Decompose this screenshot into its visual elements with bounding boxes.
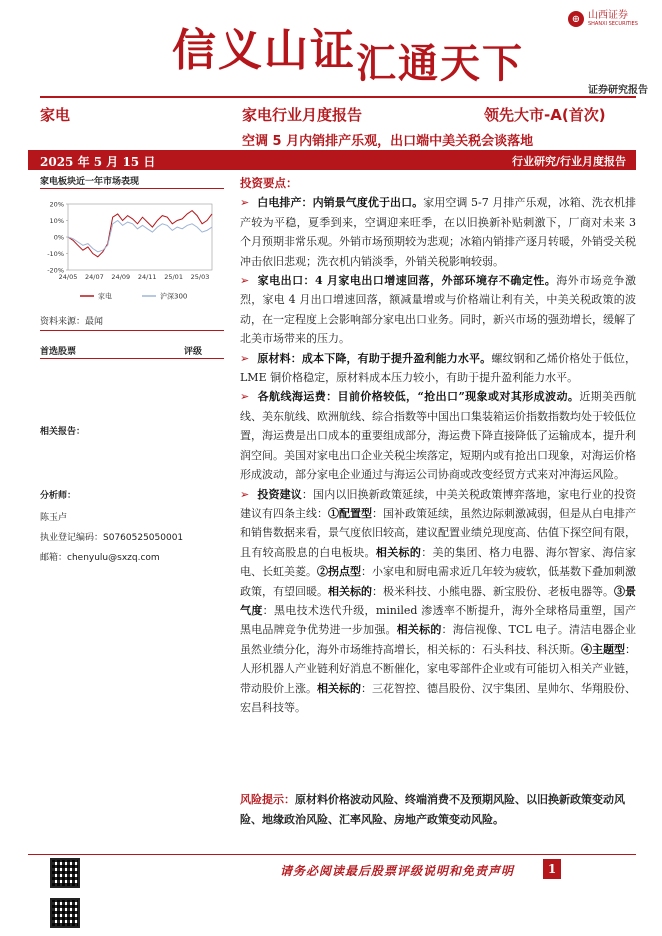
invest-line-4: ④主题型	[581, 642, 625, 656]
risk-label: 风险提示：	[240, 793, 295, 806]
point-3-body: 螺纹钢和乙烯价格处于低位，LME 铜价格稳定，原材料成本压力较小，有助于提升盈利能力水平。	[240, 351, 636, 385]
x-tick-label: 24/05	[58, 273, 78, 281]
report-category: 行业研究/行业月度报告	[511, 155, 626, 168]
invest-text-2: ：国补政策延续，虽然边际刺激减弱，但是从白电排产和销售数据来看，景气度依旧较高，建议配置业绩兑现度高、估值下探空间有限，且有较高股息的白电板块。	[240, 506, 636, 559]
analyst-email[interactable]: 邮箱：chenyulu@sxzq.com	[40, 553, 160, 563]
y-tick-label: 20%	[49, 200, 64, 209]
related-targets-2: 相关标的	[328, 584, 372, 598]
y-tick-label: -20%	[47, 266, 64, 275]
invest-text-7: ：海信视像、TCL 电子。清洁电器企业虽然业绩分化，海外市场维持高增长，相关标的：石头科技、科沃斯。	[240, 623, 636, 656]
point-2-title: 家电出口：4 月家电出口增速回落，外部环境存不确定性。	[257, 274, 557, 288]
logo-text: 山西证券	[588, 10, 628, 21]
highlights-heading: 投资要点：	[240, 176, 298, 190]
invest-title: 投资建议	[257, 487, 302, 501]
chart-svg	[40, 192, 224, 312]
disclaimer-notice[interactable]: 请务必阅读最后股票评级说明和免责声明	[280, 864, 515, 878]
series-line-csi300	[68, 221, 212, 252]
company-logo	[568, 8, 654, 30]
invest-text-6: ：黑电技术迭代升级，miniled 渗透率不断提升，海外全球格局重塑，国产黑电品牌竞争优势进一步加强。	[240, 603, 636, 637]
y-tick-label: 10%	[49, 217, 64, 225]
bullet-icon: ➢	[240, 196, 250, 210]
related-reports-label: 相关报告：	[40, 427, 86, 437]
series-line-appliance	[68, 211, 212, 257]
invest-text-8: ：人形机器人产业链利好消息不断催化，家电零部件企业或有可能切入相关产业链，带动股价上涨。	[240, 642, 636, 695]
legend-label: 沪深300	[160, 292, 188, 301]
invest-text-9: ：三花智控、德昌股份、汉宇集团、星帅尔、华翔股份、宏昌科技等。	[240, 681, 636, 714]
report-date: 2025 年 5 月 15 日	[40, 155, 156, 169]
industry-label: 家电	[40, 106, 71, 124]
plot-frame	[68, 204, 212, 270]
point-3-title: 原材料：成本下降，有助于提升盈利能力水平。	[257, 351, 492, 365]
point-3	[240, 349, 636, 388]
chart-heading-rule	[40, 188, 224, 189]
picks-rule	[40, 358, 224, 359]
footer-divider	[28, 854, 636, 855]
industry-rating: 领先大市-A(首次)	[484, 106, 606, 124]
invest-line-1: ①配置型	[328, 506, 372, 520]
risk-warning	[240, 790, 636, 830]
invest-text-3: ：美的集团、格力电器、海尔智家、海信家电、长虹美菱。	[240, 545, 637, 579]
logo-mark-icon: ⊕	[568, 11, 584, 27]
slogan-part2: 汇通天下	[356, 40, 524, 87]
point-1	[240, 193, 636, 271]
x-tick-label: 25/03	[190, 273, 210, 281]
bullet-icon: ➢	[240, 351, 250, 365]
related-targets-4: 相关标的	[317, 681, 361, 695]
picks-rating-label: 评级	[184, 347, 203, 357]
slogan-part1: 信义山证	[172, 25, 356, 76]
invest-text-4: ：小家电和厨电需求近几年较为疲软，低基数下叠加刺激政策，有望回暖。	[240, 565, 636, 598]
legend-label: 家电	[98, 292, 112, 301]
bullet-icon: ➢	[240, 390, 250, 404]
point-2	[240, 271, 636, 349]
bullet-icon: ➢	[240, 487, 250, 501]
point-4	[240, 387, 636, 484]
chart-source: 资料来源：最闻	[40, 317, 104, 327]
related-targets-3: 相关标的	[396, 623, 442, 637]
invest-advice	[240, 485, 636, 718]
invest-text-1: ：国内以旧换新政策延续，中美关税政策博弈落地，家电行业的投资建议有四条主线：	[240, 487, 636, 520]
point-4-title: 各航线海运费：目前价格较低，“抢出口”现象或对其形成波动。	[257, 390, 580, 404]
market-performance-chart	[40, 192, 224, 312]
y-tick-label: -10%	[47, 250, 64, 258]
report-type-label: 证券研究报告	[588, 85, 648, 96]
slogan	[172, 14, 524, 87]
logo-subtext: SHANXI SECURITIES	[588, 21, 638, 27]
analyst-name: 陈玉卢	[40, 513, 68, 523]
y-tick-label: 0%	[53, 233, 64, 242]
related-targets-1: 相关标的	[375, 545, 422, 559]
header-divider	[40, 96, 636, 98]
invest-line-2: ②拐点型	[317, 565, 361, 579]
analyst-license: 执业登记编码：S0760525050001	[40, 533, 184, 543]
point-1-body: 家用空调 5-7 月排产乐观，冰箱、洗衣机排产较为平稳，夏季到来，空调迎来旺季，在以旧换新补贴刺激下，厂商对未来 3 个月预期非常乐观。外销市场预期较为悲观；冰箱内销排产逐月转暖，外销受关税冲击依旧悲观；洗衣机内销淡季，外销关税影响较弱。	[240, 196, 637, 268]
risk-body: 原材料价格波动风险、终端消费不及预期风险、以旧换新政策变动风险、地缘政治风险、汇率风险、房地产政策变动风险。	[240, 793, 625, 826]
source-rule	[40, 330, 224, 331]
point-1-title: 白电排产：内销景气度优于出口。	[257, 196, 424, 210]
chart-heading: 家电板块近一年市场表现	[40, 177, 140, 187]
bullet-icon: ➢	[240, 274, 250, 288]
x-tick-label: 25/01	[164, 273, 183, 281]
page-number: 1	[543, 859, 561, 879]
x-tick-label: 24/09	[111, 273, 131, 281]
invest-line-3: ③景气度	[240, 584, 636, 617]
investment-highlights	[240, 174, 636, 717]
analyst-label: 分析师：	[40, 491, 77, 501]
x-tick-label: 24/07	[85, 273, 104, 281]
x-tick-label: 24/11	[137, 273, 157, 281]
picks-label: 首选股票	[40, 347, 77, 357]
point-4-body: 近期美西航线、美东航线、欧洲航线、综合指数等中国出口集装箱运价指数指数均处于较低位置，海运费是出口成本的重要组成部分，海运费下降直接降低了运输成本，提升利润空间。美国对家电出口企业关税尘埃落定，短期内或有抢出口现象，对海运价格形成波动，部分家电企业通过与海运公司协商或改变经贸方式来对冲海运风险。	[240, 390, 637, 482]
qr-code-icon	[50, 898, 80, 928]
qr-code-icon	[50, 858, 80, 888]
report-title: 家电行业月度报告	[242, 106, 363, 124]
invest-text-5: ：极米科技、小熊电器、新宝股份、老板电器等。	[372, 584, 614, 598]
report-subtitle: 空调 5 月内销排产乐观，出口端中美关税会谈落地	[242, 134, 534, 149]
point-2-body: 海外市场竞争激烈，家电 4 月出口增速回落，额减量增或与价格端让利有关，中美关税政策的波动，在一定程度上会影响部分家电出口业务。同时，新兴市场的强劲增长，缓解了北美市场带来的压力。	[240, 274, 636, 346]
